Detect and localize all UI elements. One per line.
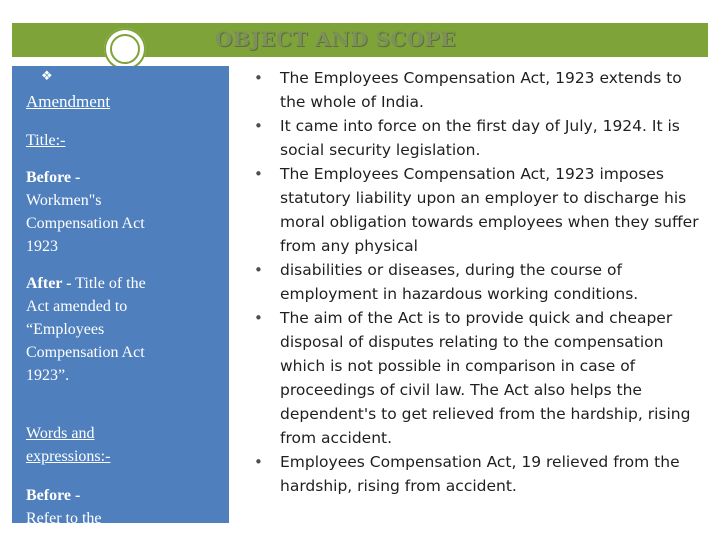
after-text: Title of the Act amended to “Employees Compensation Act 1923”.: [26, 275, 146, 384]
before-text: Workmen"s Compensation Act 1923: [26, 192, 145, 255]
bullet-dot-icon: •: [254, 453, 263, 471]
list-item: • The Employees Compensation Act, 1923 extends to the whole of India.: [252, 66, 702, 114]
list-item: • Employees Compensation Act, 19 relieved from the hardship, rising from accident.: [252, 450, 702, 498]
before2-label: Before -: [26, 487, 81, 504]
title-label: Title:-: [26, 132, 66, 149]
before-label: Before -: [26, 169, 81, 186]
list-item: • disabilities or diseases, during the course of employment in hazardous working conditions.: [252, 258, 702, 306]
list-item: • The aim of the Act is to provide quick and cheaper disposal of disputes relating to the compensation which is not possible in comparison in case of proceedings of civil law. The Act also helps the dependent's to get relieved from the hardship, rising from accident.: [252, 306, 702, 450]
amendment-heading: Amendment: [26, 92, 111, 111]
diamond-bullet-icon: ❖: [41, 68, 53, 83]
bullet-dot-icon: •: [254, 165, 263, 183]
bullet-dot-icon: •: [254, 117, 263, 135]
ring-ornament-icon: [104, 28, 146, 70]
bullet-dot-icon: •: [254, 261, 263, 279]
words-expressions-label: Words and expressions:-: [26, 425, 111, 465]
after-label: After -: [26, 275, 72, 292]
amendment-sidebar: [12, 66, 229, 523]
after-block: [26, 272, 150, 387]
scope-bullet-list: [252, 66, 702, 498]
before2-block: [26, 484, 150, 523]
bullet-dot-icon: •: [254, 309, 263, 327]
list-item: • The Employees Compensation Act, 1923 imposes statutory liability upon an employer to discharge his moral obligation towards employees when they suffer from any physical: [252, 162, 702, 258]
before2-text: Refer to the: [26, 510, 102, 523]
slide-title: OBJECT AND SCOPE: [215, 27, 456, 51]
bullet-dot-icon: •: [254, 69, 263, 87]
list-item: • It came into force on the first day of July, 1924. It is social security legislation.: [252, 114, 702, 162]
before-block: [26, 166, 150, 258]
